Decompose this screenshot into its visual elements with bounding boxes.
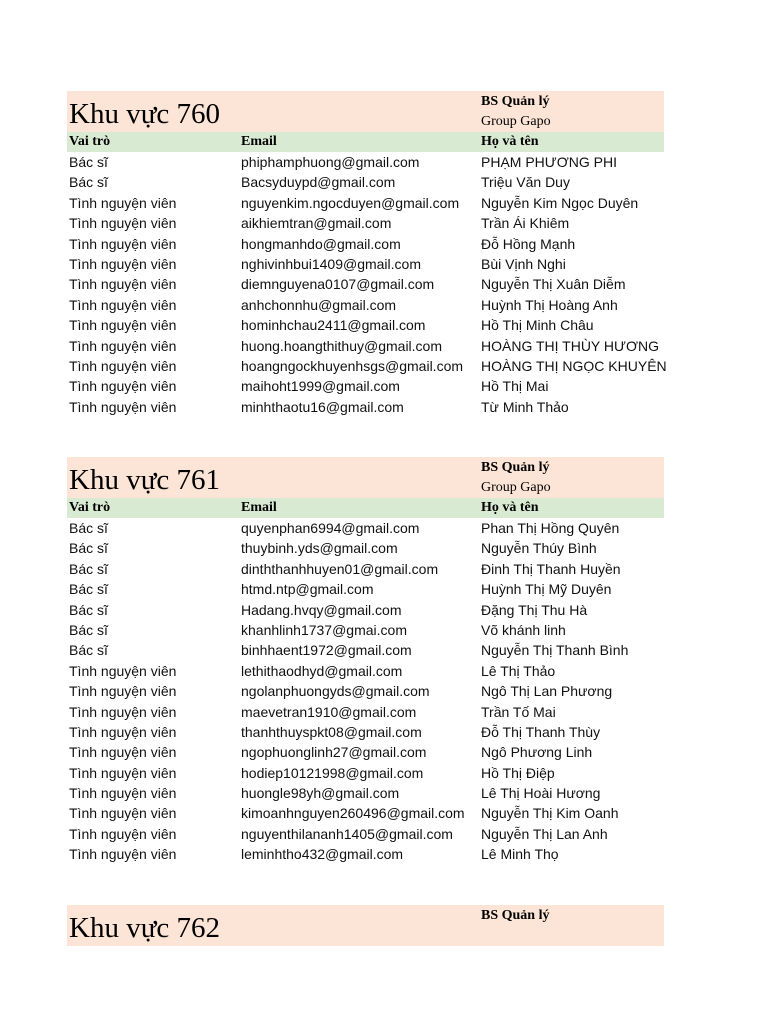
cell-role: Tình nguyện viên: [69, 337, 177, 354]
cell-role: Tình nguyện viên: [69, 846, 177, 863]
cell-name: Hồ Thị Mai: [481, 378, 549, 395]
cell-role: Bác sĩ: [69, 601, 108, 618]
cell-email: quyenphan6994@gmail.com: [241, 520, 420, 536]
table-row: [67, 254, 664, 274]
cell-name: Trần Ái Khiêm: [481, 215, 570, 232]
cell-role: Bác sĩ: [69, 540, 108, 557]
table-row: [67, 661, 664, 681]
cell-role: Tình nguyện viên: [69, 785, 177, 802]
cell-role: Bác sĩ: [69, 581, 108, 598]
cell-role: Tình nguyện viên: [69, 744, 177, 761]
cell-name: Ngô Thị Lan Phương: [481, 683, 613, 700]
cell-email: hodiep10121998@gmail.com: [241, 764, 424, 781]
cell-role: Tình nguyện viên: [69, 317, 177, 334]
header-email: Email: [241, 500, 277, 515]
table-row: [67, 763, 664, 783]
manager-label: BS Quản lý: [481, 94, 550, 109]
cell-name: Lê Minh Thọ: [481, 846, 559, 863]
section-header: [67, 457, 664, 498]
cell-email: binhhaent1972@gmail.com: [241, 642, 412, 659]
cell-email: htmd.ntp@gmail.com: [241, 581, 374, 598]
table-row: [67, 356, 667, 376]
cell-email: lethithaodhyd@gmail.com: [241, 662, 403, 679]
table-row: [67, 783, 664, 803]
cell-email: maevetran1910@gmail.com: [241, 703, 417, 720]
table-row: [67, 315, 664, 335]
table-row: [67, 722, 664, 742]
header-name: Họ và tên: [481, 500, 539, 515]
manager-block: [481, 92, 551, 132]
cell-email: huong.hoangthithuy@gmail.com: [241, 337, 443, 354]
cell-email: hongmanhdo@gmail.com: [241, 235, 401, 252]
cell-name: Nguyễn Thị Kim Oanh: [481, 805, 619, 822]
cell-email: huongle98yh@gmail.com: [241, 785, 400, 802]
cell-role: Tình nguyện viên: [69, 255, 177, 272]
table-row: [67, 336, 664, 356]
manager-label: BS Quản lý: [481, 908, 550, 923]
cell-role: Tình nguyện viên: [69, 357, 177, 374]
cell-email: maihoht1999@gmail.com: [241, 378, 400, 395]
cell-role: Tình nguyện viên: [69, 398, 177, 415]
cell-role: Bác sĩ: [69, 174, 108, 191]
table-body: [67, 518, 664, 865]
cell-name: Phan Thị Hồng Quyên: [481, 520, 620, 536]
cell-email: Bacsyduypd@gmail.com: [241, 174, 396, 191]
cell-role: Bác sĩ: [69, 642, 108, 659]
cell-name: Nguyễn Thị Xuân Diễm: [481, 276, 626, 293]
table-row: [67, 397, 664, 417]
table-row: [67, 234, 664, 254]
section-header: [67, 91, 664, 132]
cell-email: nghivinhbui1409@gmail.com: [241, 255, 421, 272]
cell-email: kimoanhnguyen260496@gmail.com: [241, 805, 465, 822]
cell-name: Ngô Phương Linh: [481, 744, 593, 761]
section-header: [67, 905, 664, 946]
cell-role: Bác sĩ: [69, 520, 108, 536]
cell-role: Tình nguyện viên: [69, 276, 177, 293]
manager-block: [481, 458, 551, 498]
table-row: [67, 579, 664, 599]
group-label: Group Gapo: [481, 114, 551, 129]
manager-block: [481, 906, 549, 926]
cell-role: Tình nguyện viên: [69, 662, 177, 679]
cell-role: Tình nguyện viên: [69, 215, 177, 232]
table-row: [67, 640, 664, 660]
section-761: [67, 457, 664, 865]
cell-name: Võ khánh linh: [481, 621, 566, 638]
cell-name: Đinh Thị Thanh Huyền: [481, 560, 621, 577]
cell-role: Tình nguyện viên: [69, 723, 177, 740]
cell-name: Triệu Văn Duy: [481, 174, 570, 191]
cell-name: Hồ Thị Điệp: [481, 764, 555, 781]
cell-role: Tình nguyện viên: [69, 825, 177, 842]
header-role: Vai trò: [69, 500, 111, 515]
table-row: [67, 620, 664, 640]
cell-name: Bùi Vịnh Nghi: [481, 255, 566, 272]
manager-label: BS Quản lý: [481, 460, 550, 475]
cell-name: Nguyễn Thị Lan Anh: [481, 825, 608, 842]
section-760: [67, 91, 667, 417]
cell-name: Từ Minh Thảo: [481, 398, 569, 415]
cell-name: Nguyễn Thúy Bình: [481, 540, 597, 557]
header-email: Email: [241, 134, 277, 149]
table-row: [67, 193, 664, 213]
cell-email: aikhiemtran@gmail.com: [241, 215, 392, 232]
cell-role: Tình nguyện viên: [69, 378, 177, 395]
table-row: [67, 152, 664, 172]
column-header-row: [67, 132, 664, 152]
cell-email: minhthaotu16@gmail.com: [241, 398, 404, 415]
cell-name: Đỗ Hồng Mạnh: [481, 235, 576, 252]
cell-email: thuybinh.yds@gmail.com: [241, 540, 398, 557]
table-row: [67, 600, 664, 620]
cell-role: Tình nguyện viên: [69, 235, 177, 252]
cell-name: Huỳnh Thị Mỹ Duyên: [481, 581, 612, 598]
cell-name: Nguyễn Kim Ngọc Duyên: [481, 194, 639, 211]
cell-name: Huỳnh Thị Hoàng Anh: [481, 296, 618, 313]
cell-email: anhchonnhu@gmail.com: [241, 296, 397, 313]
cell-name: PHẠM PHƯƠNG PHI: [481, 154, 617, 170]
section-762: [67, 905, 664, 946]
cell-email: diemnguyena0107@gmail.com: [241, 276, 435, 293]
cell-name: Trần Tố Mai: [481, 703, 556, 720]
cell-email: nguyenthilananh1405@gmail.com: [241, 825, 453, 842]
cell-email: nguyenkim.ngocduyen@gmail.com: [241, 194, 460, 211]
table-row: [67, 803, 664, 823]
cell-email: phiphamphuong@gmail.com: [241, 154, 420, 170]
table-row: [67, 559, 664, 579]
cell-name: HOÀNG THỊ THÙY HƯƠNG: [481, 337, 659, 354]
section-title: Khu vực 761: [69, 464, 221, 496]
cell-name: Đặng Thị Thu Hà: [481, 601, 588, 618]
table-row: [67, 274, 664, 294]
cell-email: khanhlinh1737@gmai.com: [241, 621, 407, 638]
cell-role: Tình nguyện viên: [69, 764, 177, 781]
table-row: [67, 376, 664, 396]
header-role: Vai trò: [69, 134, 111, 149]
cell-name: Lê Thị Hoài Hương: [481, 785, 601, 802]
table-row: [67, 824, 664, 844]
table-row: [67, 295, 664, 315]
cell-name: HOÀNG THỊ NGỌC KHUYÊN: [481, 357, 667, 374]
table-row: [67, 702, 664, 722]
table-row: [67, 213, 664, 233]
section-title: Khu vực 760: [69, 98, 221, 130]
table-body: [67, 152, 667, 417]
cell-name: Hồ Thị Minh Châu: [481, 317, 594, 334]
cell-email: hoangngockhuyenhsgs@gmail.com: [241, 357, 464, 374]
cell-role: Bác sĩ: [69, 560, 108, 577]
cell-name: Nguyễn Thị Thanh Bình: [481, 642, 629, 659]
cell-email: Hadang.hvqy@gmail.com: [241, 601, 402, 618]
cell-role: Tình nguyện viên: [69, 296, 177, 313]
cell-role: Bác sĩ: [69, 621, 108, 638]
header-name: Họ và tên: [481, 134, 539, 149]
table-row: [67, 681, 664, 701]
table-row: [67, 844, 664, 864]
cell-email: ngophuonglinh27@gmail.com: [241, 744, 427, 761]
table-row: [67, 742, 664, 762]
table-row: [67, 518, 664, 538]
cell-email: thanhthuyspkt08@gmail.com: [241, 723, 422, 740]
cell-name: Lê Thị Thảo: [481, 662, 556, 679]
cell-email: leminhtho432@gmail.com: [241, 846, 404, 863]
cell-name: Đỗ Thị Thanh Thùy: [481, 723, 601, 740]
cell-email: dinththanhhuyen01@gmail.com: [241, 560, 439, 577]
cell-role: Tình nguyện viên: [69, 194, 177, 211]
cell-role: Tình nguyện viên: [69, 683, 177, 700]
cell-role: Tình nguyện viên: [69, 805, 177, 822]
cell-email: hominhchau2411@gmail.com: [241, 317, 426, 334]
cell-role: Tình nguyện viên: [69, 703, 177, 720]
column-header-row: [67, 498, 664, 518]
cell-email: ngolanphuongyds@gmail.com: [241, 683, 430, 700]
group-label: Group Gapo: [481, 480, 551, 495]
table-row: [67, 538, 664, 558]
section-title: Khu vực 762: [69, 912, 221, 944]
cell-role: Bác sĩ: [69, 154, 108, 170]
table-row: [67, 172, 664, 192]
